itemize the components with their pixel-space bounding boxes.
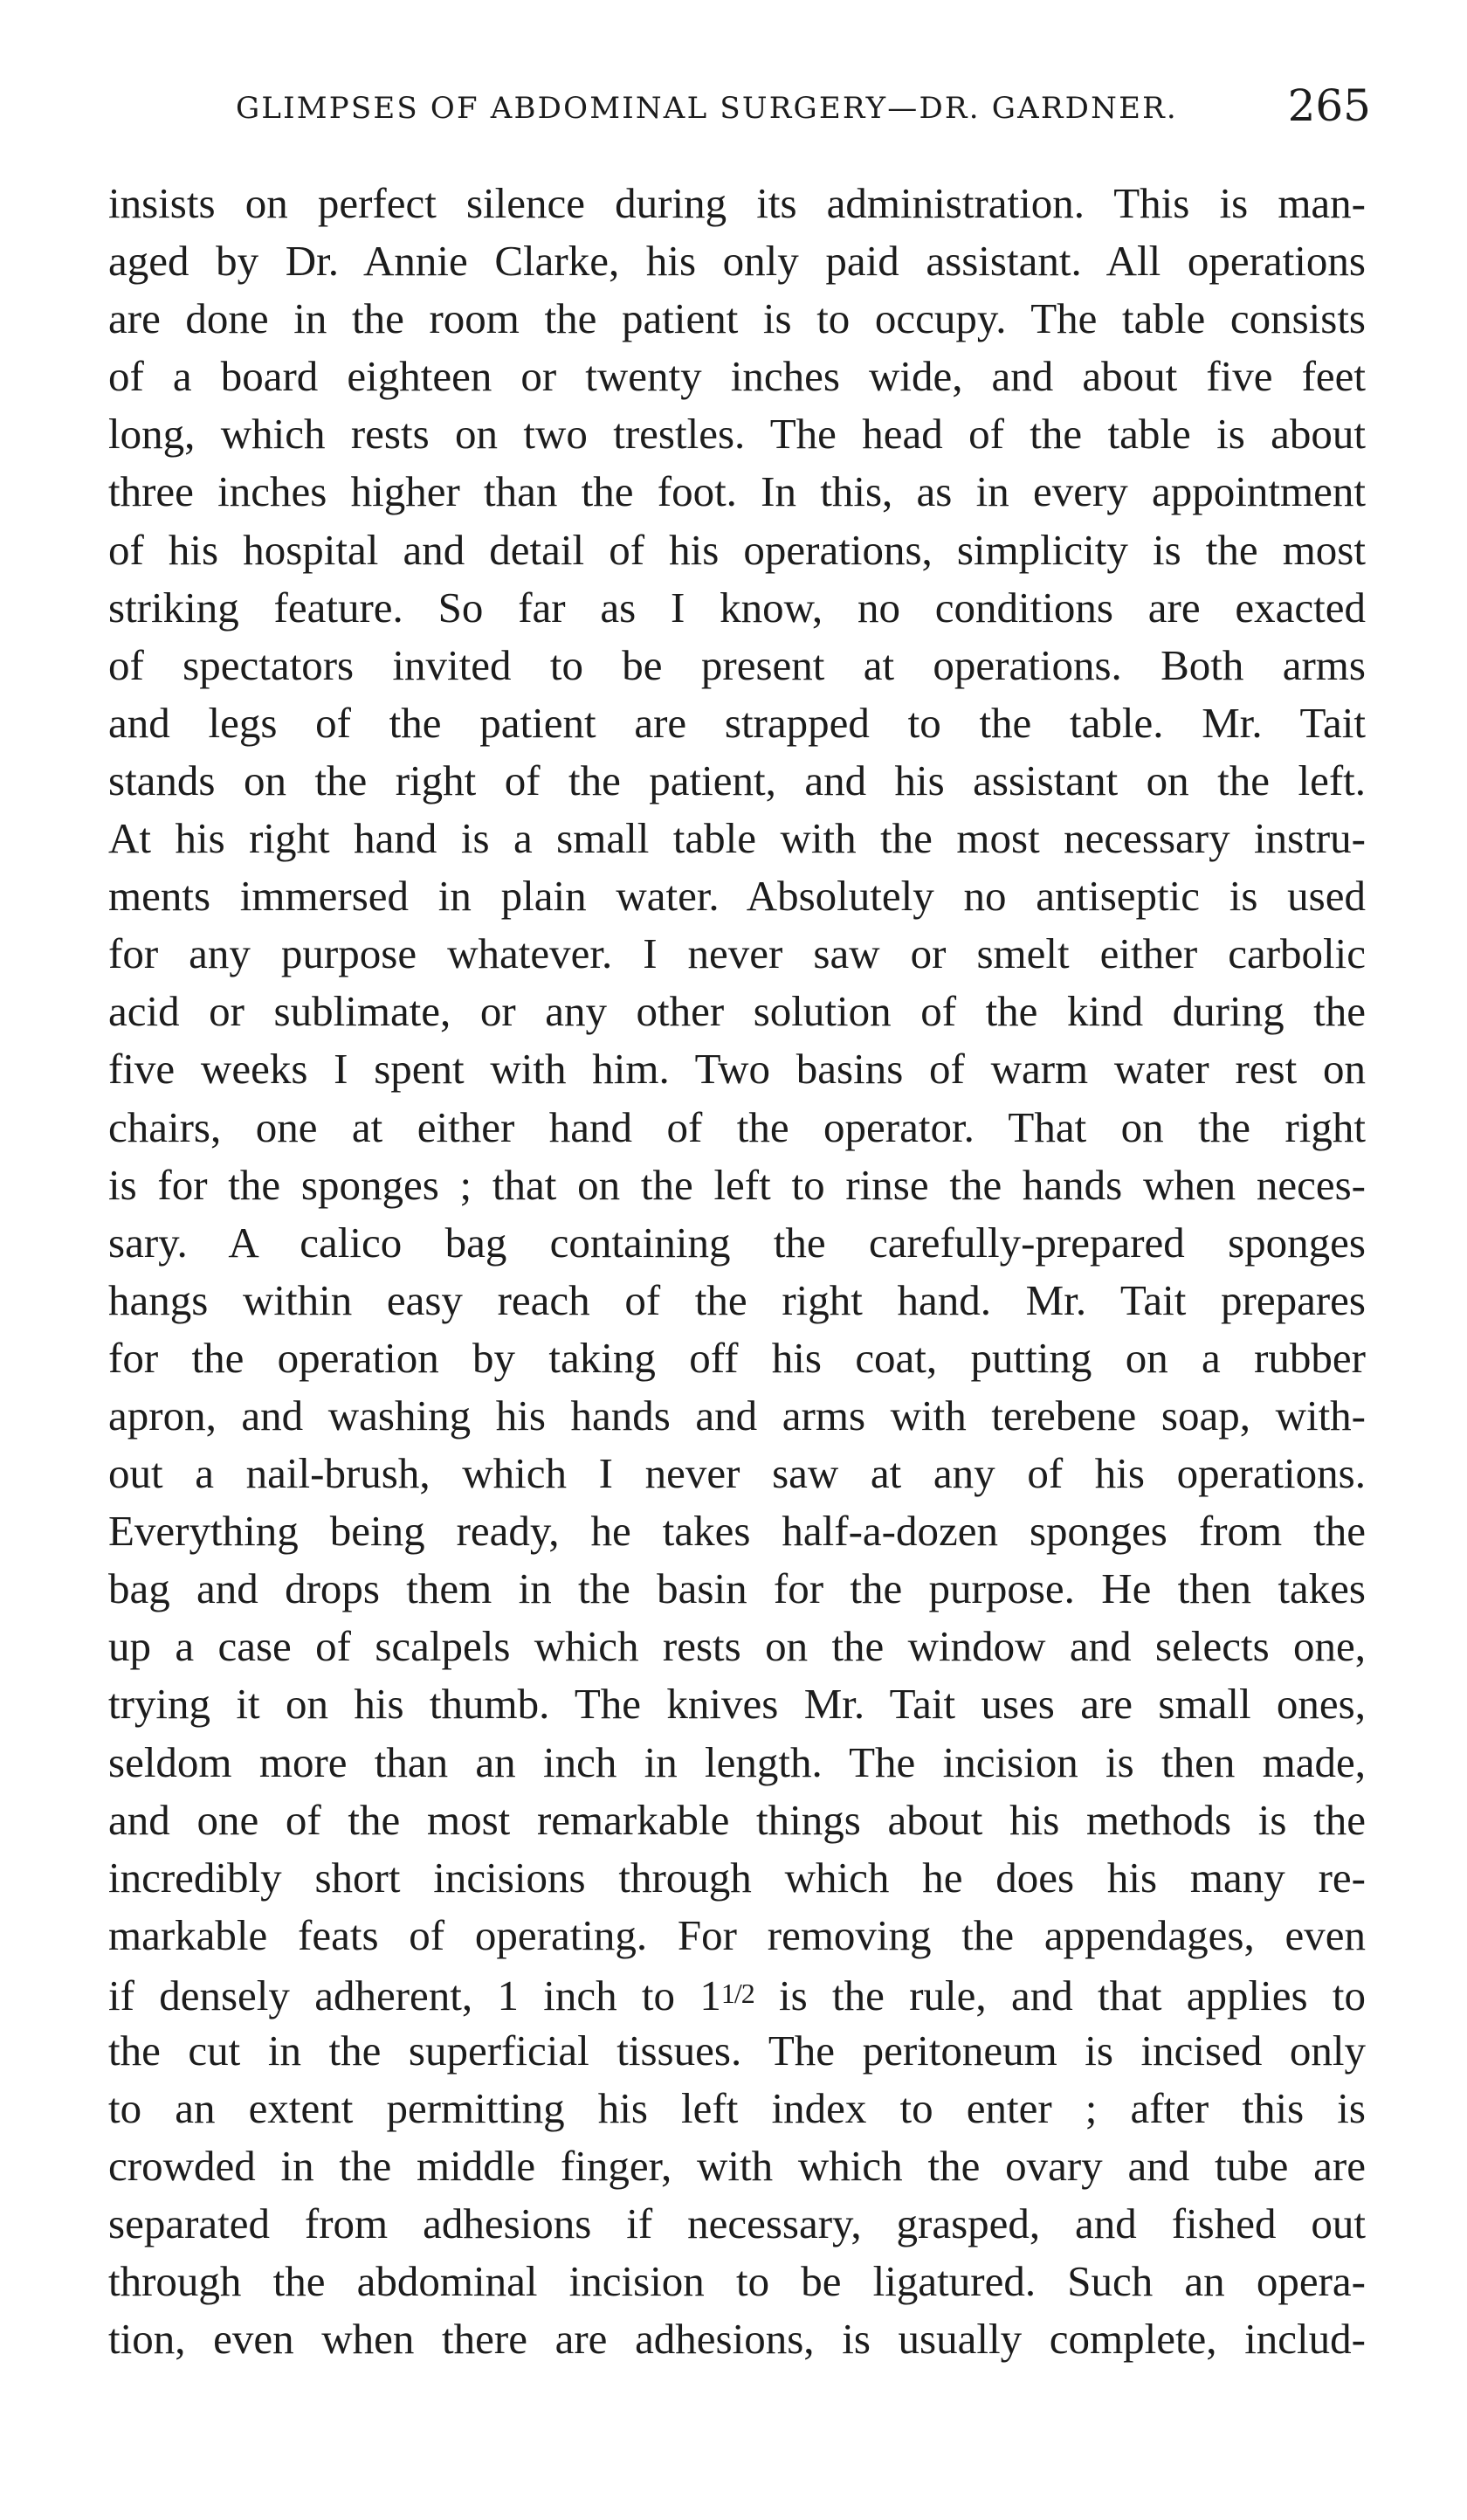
text-line: stands on the right of the patient, and his assistant on the left.: [108, 756, 1366, 804]
text-line: sary. A calico bag containing the carefully-prepared sponges: [108, 1218, 1366, 1267]
text-line: Everything being ready, he takes half-a-dozen sponges from the: [108, 1507, 1366, 1556]
text-line: acid or sublimate, or any other solution of the kind during the: [108, 987, 1366, 1036]
text-line: out a nail-brush, which I never saw at any of his operations.: [108, 1449, 1366, 1498]
text-line: five weeks I spent with him. Two basins of warm water rest on: [108, 1045, 1366, 1094]
text-line: aged by Dr. Annie Clarke, his only paid assistant. All operations: [108, 237, 1366, 286]
text-line: long, which rests on two trestles. The head of the table is about: [108, 410, 1366, 459]
text-line: through the abdominal incision to be ligatured. Such an opera-: [108, 2257, 1366, 2306]
text-line: are done in the room the patient is to occupy. The table consists: [108, 294, 1366, 343]
text-line: the cut in the superficial tissues. The peritoneum is incised only: [108, 2026, 1366, 2075]
text-line: seldom more than an inch in length. The incision is then made,: [108, 1737, 1366, 1786]
text-line: crowded in the middle finger, with which the ovary and tube are: [108, 2142, 1366, 2191]
text-line: hangs within easy reach of the right hand. Mr. Tait prepares: [108, 1275, 1366, 1324]
text-line: insists on perfect silence during its administration. This is man-: [108, 179, 1366, 227]
text-line: incredibly short incisions through which he does his many re-: [108, 1853, 1366, 1902]
text-line: to an extent permitting his left index to enter ; after this is: [108, 2084, 1366, 2133]
text-line: bag and drops them in the basin for the purpose. He then takes: [108, 1564, 1366, 1613]
text-line: is for the sponges ; that on the left to rinse the hands when neces-: [108, 1160, 1366, 1209]
running-title: GLIMPSES OF ABDOMINAL SURGERY—DR. GARDNER.: [236, 91, 1178, 126]
text-line: of a board eighteen or twenty inches wide, and about five feet: [108, 352, 1366, 401]
text-line: At his right hand is a small table with the most necessary instru-: [108, 814, 1366, 863]
text-line: of his hospital and detail of his operations, simplicity is the most: [108, 525, 1366, 574]
running-head: [236, 80, 1371, 145]
text-line: apron, and washing his hands and arms with terebene soap, with-: [108, 1391, 1366, 1440]
text-line: ments immersed in plain water. Absolutely no antiseptic is used: [108, 872, 1366, 921]
text-line: and one of the most remarkable things about his methods is the: [108, 1795, 1366, 1844]
text-line: for any purpose whatever. I never saw or smelt either carbolic: [108, 929, 1366, 978]
text-line: striking feature. So far as I know, no conditions are exacted: [108, 583, 1366, 632]
text-line-with-fraction: [108, 1964, 1366, 2022]
text-line: chairs, one at either hand of the operator. That on the right: [108, 1102, 1366, 1151]
text-line: and legs of the patient are strapped to the table. Mr. Tait: [108, 698, 1366, 747]
fraction-one-half: 1/2: [720, 1977, 754, 2009]
text-line: tion, even when there are adhesions, is usually complete, includ-: [108, 2315, 1366, 2364]
text-line: up a case of scalpels which rests on the window and selects one,: [108, 1622, 1366, 1671]
text-line: trying it on his thumb. The knives Mr. Tait uses are small ones,: [108, 1680, 1366, 1729]
page-number: 265: [1287, 80, 1371, 131]
text-line: three inches higher than the foot. In this, as in every appointment: [108, 467, 1366, 516]
text-line: markable feats of operating. For removing the appendages, even: [108, 1910, 1366, 1959]
text-line: for the operation by taking off his coat, putting on a rubber: [108, 1333, 1366, 1382]
fraction-line-end: is the rule, and that applies to: [754, 1971, 1367, 2019]
text-line: of spectators invited to be present at operations. Both arms: [108, 640, 1366, 689]
fraction-line-start: if densely adherent, 1 inch to 1: [108, 1971, 721, 2019]
body-text: [108, 175, 1366, 2369]
text-line: separated from adhesions if necessary, grasped, and fished out: [108, 2199, 1366, 2248]
